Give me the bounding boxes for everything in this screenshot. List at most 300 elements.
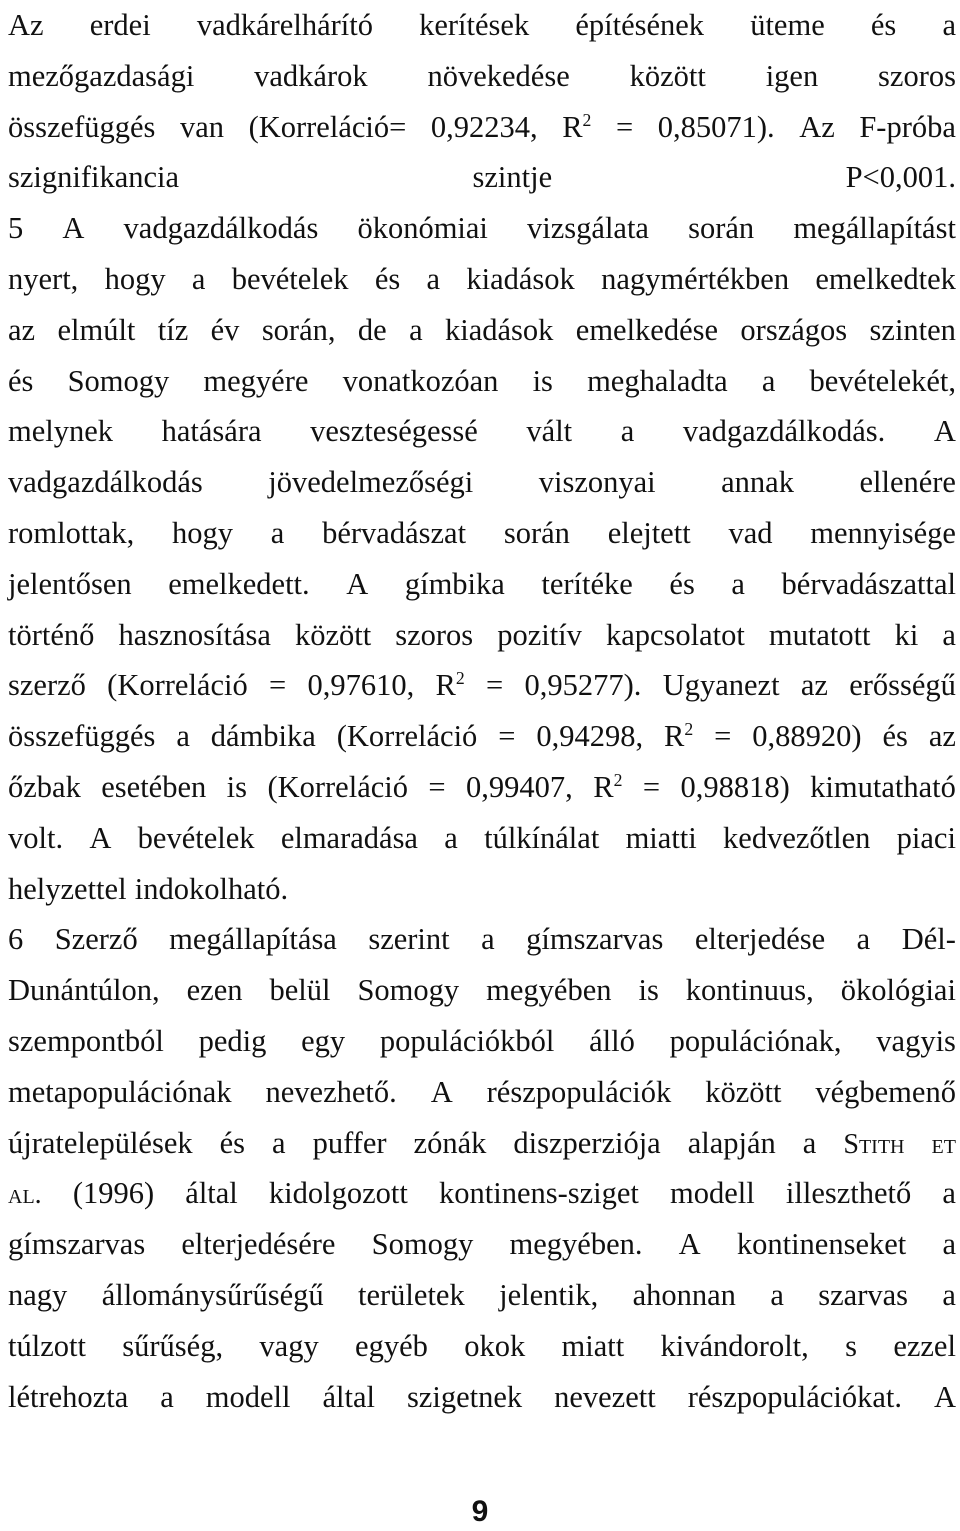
word xyxy=(105,254,166,305)
word xyxy=(902,914,956,965)
word xyxy=(481,914,495,965)
document-body xyxy=(8,0,956,1422)
word xyxy=(8,1219,145,1270)
word xyxy=(688,203,754,254)
word-text: okok xyxy=(464,1328,526,1363)
text-line xyxy=(8,457,956,508)
word-text: szigetnek xyxy=(406,1379,523,1414)
word-text: szoros xyxy=(395,617,474,652)
word xyxy=(541,559,632,610)
word-text: vad xyxy=(728,515,773,550)
word-text: 0,97610, xyxy=(307,668,415,703)
text-line xyxy=(8,406,956,457)
word xyxy=(931,1118,955,1169)
word-text: üteme xyxy=(750,8,825,42)
word xyxy=(8,864,127,915)
word xyxy=(8,1016,164,1067)
word-text: ezen xyxy=(186,973,243,1008)
word xyxy=(487,1067,672,1118)
word xyxy=(211,711,316,762)
word xyxy=(172,508,233,559)
word-text: által xyxy=(185,1176,238,1211)
word xyxy=(621,406,635,457)
word xyxy=(281,813,418,864)
word-text: az xyxy=(800,668,828,703)
word-text: A xyxy=(933,1379,956,1414)
word-text: létrehozta xyxy=(8,1379,129,1414)
word-text: a xyxy=(272,1125,286,1160)
word xyxy=(197,0,373,51)
word xyxy=(770,1270,784,1321)
word xyxy=(169,914,337,965)
word-text: is xyxy=(638,973,659,1008)
word xyxy=(176,711,190,762)
word-text: A xyxy=(678,1227,701,1262)
word-text: pedig xyxy=(198,1023,267,1058)
word xyxy=(750,0,825,51)
word xyxy=(199,1016,267,1067)
word xyxy=(272,1118,286,1169)
word xyxy=(876,1016,956,1067)
word-text: az xyxy=(8,312,36,347)
word-text: Az xyxy=(8,8,44,42)
word-text: kivándorolt, xyxy=(660,1328,809,1363)
word xyxy=(859,102,956,153)
word-text: ki xyxy=(894,617,919,652)
word xyxy=(301,1016,345,1067)
word xyxy=(101,762,206,813)
word-text: a xyxy=(761,363,776,398)
word xyxy=(395,610,473,661)
word-text: történő xyxy=(8,617,95,652)
small-caps-text: al. xyxy=(8,1179,42,1211)
word-text: kapcsolatot xyxy=(605,617,745,652)
word-text: a xyxy=(942,617,956,652)
word xyxy=(942,0,956,51)
word-text: Dunántúlon, xyxy=(8,973,160,1008)
word xyxy=(562,1321,625,1372)
word-text: = xyxy=(714,719,732,754)
superscript: 2 xyxy=(684,719,694,740)
word-text: 0,88920) xyxy=(752,719,862,754)
word-text: nagymértékben xyxy=(601,261,790,296)
word-text: év xyxy=(210,312,240,347)
word-text: vadkárok xyxy=(254,58,368,93)
word xyxy=(633,1270,736,1321)
word xyxy=(608,508,691,559)
word-text: gímszarvas xyxy=(8,1227,146,1262)
superscript: 2 xyxy=(613,770,623,790)
word xyxy=(486,660,503,711)
word-text: Ugyanezt xyxy=(662,668,780,703)
word xyxy=(8,1270,67,1321)
word-text: megyében xyxy=(486,973,612,1008)
word xyxy=(859,457,956,508)
word-text: vált xyxy=(526,414,573,449)
word xyxy=(322,1372,375,1423)
small-caps-text: Stith xyxy=(843,1128,905,1160)
text-line xyxy=(8,914,956,965)
word-text: részpopulációkat. xyxy=(687,1379,902,1414)
word-text: szerint xyxy=(368,922,450,957)
word-text: tíz xyxy=(157,312,189,347)
word xyxy=(658,102,775,153)
word xyxy=(445,305,553,356)
word-text: vagy xyxy=(259,1328,319,1363)
word xyxy=(737,1219,906,1270)
word xyxy=(160,1372,174,1423)
word xyxy=(593,762,622,813)
word xyxy=(372,1219,474,1270)
word-text: között xyxy=(294,617,372,652)
word-text: 0,95277). xyxy=(524,668,642,703)
word xyxy=(8,1168,42,1219)
word-text: megállapítása xyxy=(169,922,337,957)
word-text: veszteségessé xyxy=(310,414,478,449)
word-text: elejtett xyxy=(607,515,691,550)
word xyxy=(431,102,538,153)
word-text: Somogy xyxy=(357,973,460,1008)
word xyxy=(227,762,247,813)
word xyxy=(473,152,553,203)
word-text: kontinenseket xyxy=(736,1227,907,1262)
word-text: bevételek xyxy=(137,820,255,855)
word xyxy=(62,203,84,254)
word xyxy=(8,813,63,864)
word xyxy=(254,51,367,102)
word xyxy=(162,406,262,457)
word-text: diszperziója xyxy=(513,1125,661,1160)
word xyxy=(893,1321,956,1372)
word xyxy=(8,406,113,457)
word-text: emelkedése xyxy=(575,312,719,347)
word-text: puffer xyxy=(312,1125,387,1160)
word xyxy=(358,305,387,356)
word-text: igen xyxy=(765,58,819,93)
word xyxy=(714,711,731,762)
word-text: jelentősen xyxy=(8,566,132,601)
word xyxy=(799,102,835,153)
word-text: szoros xyxy=(878,58,956,93)
word-text: elterjedésére xyxy=(181,1227,336,1262)
word-text: között xyxy=(705,1074,782,1109)
word-text: és xyxy=(669,566,695,601)
word xyxy=(810,356,956,407)
word-text: zónák xyxy=(413,1125,487,1160)
word xyxy=(606,610,745,661)
word xyxy=(308,660,415,711)
word-text: hasznosítása xyxy=(118,617,271,652)
word xyxy=(439,1168,639,1219)
word xyxy=(8,1372,128,1423)
word-text: egyéb xyxy=(355,1328,428,1363)
word-text: országos xyxy=(740,312,848,347)
word xyxy=(8,0,44,51)
word xyxy=(679,1219,701,1270)
word-text: = xyxy=(269,668,287,703)
word xyxy=(630,51,706,102)
word-text: szerző xyxy=(8,668,86,703)
word xyxy=(168,559,309,610)
text-line xyxy=(8,102,956,153)
word xyxy=(526,406,572,457)
word xyxy=(499,1270,598,1321)
word-text: és xyxy=(219,1125,246,1160)
word-text: 0,98818) xyxy=(680,769,790,804)
word-text: szignifikancia xyxy=(8,160,180,195)
word xyxy=(295,610,371,661)
word-text: megyében. xyxy=(509,1227,643,1262)
word xyxy=(55,914,138,965)
word xyxy=(90,0,151,51)
word-text: kimutatható xyxy=(810,769,956,804)
word-text: újratelepülések xyxy=(8,1125,193,1160)
word xyxy=(849,660,956,711)
word xyxy=(643,762,660,813)
word xyxy=(466,254,574,305)
word xyxy=(752,711,861,762)
word xyxy=(766,51,819,102)
word xyxy=(683,406,885,457)
word-text: 5 xyxy=(8,211,24,246)
word-text: romlottak, xyxy=(8,515,135,550)
word-text: erősségű xyxy=(849,668,956,703)
word-text: emelkedtek xyxy=(815,261,956,296)
word-text: végbemenő xyxy=(815,1074,956,1109)
text-line xyxy=(8,813,956,864)
word-text: A xyxy=(89,820,112,855)
word-text: kontinens-sziget xyxy=(439,1176,639,1211)
word xyxy=(73,1168,154,1219)
word xyxy=(661,1321,809,1372)
word xyxy=(407,1372,522,1423)
word xyxy=(857,914,871,965)
text-line xyxy=(8,711,956,762)
word-text: a xyxy=(270,515,285,550)
word-text: annak xyxy=(721,465,794,500)
word-text: is xyxy=(226,769,248,804)
word xyxy=(375,254,400,305)
word-text: a xyxy=(176,719,190,754)
word-text: az xyxy=(928,719,956,754)
text-line xyxy=(8,51,956,102)
word xyxy=(380,1016,555,1067)
word xyxy=(929,711,956,762)
word-text: vizsgálata xyxy=(527,211,649,246)
word xyxy=(357,203,487,254)
word xyxy=(409,305,423,356)
word-text: vadgazdálkodás xyxy=(8,465,203,500)
word xyxy=(533,356,553,407)
word-text: jelentik, xyxy=(499,1277,599,1312)
word xyxy=(527,203,649,254)
word-text: álló xyxy=(589,1023,635,1058)
word-text: kidolgozott xyxy=(268,1176,408,1211)
word xyxy=(8,762,81,813)
word-text: volt. xyxy=(8,820,64,855)
word-text: R xyxy=(593,769,614,804)
word-text: (Korreláció= xyxy=(248,109,407,144)
word-text: a xyxy=(160,1379,174,1414)
word-text: során xyxy=(688,211,755,246)
word xyxy=(843,1118,904,1169)
word-text: 0,94298, xyxy=(536,719,644,754)
word-text: gímbika xyxy=(404,566,505,601)
word xyxy=(895,610,919,661)
word-text: dámbika xyxy=(210,719,316,754)
word-text: P<0,001. xyxy=(845,160,956,195)
word-text: A xyxy=(933,414,956,449)
word xyxy=(268,457,473,508)
text-line xyxy=(8,1168,956,1219)
word xyxy=(740,305,847,356)
word-text: bevételek xyxy=(231,261,349,296)
word-text: és xyxy=(8,363,34,398)
text-line xyxy=(8,0,956,51)
word xyxy=(562,102,591,153)
text-line xyxy=(8,559,956,610)
word xyxy=(638,965,658,1016)
text-line xyxy=(8,1067,956,1118)
word xyxy=(841,965,956,1016)
word xyxy=(539,457,656,508)
word-text: erdei xyxy=(89,8,151,42)
word-text: gímszarvas xyxy=(526,922,664,957)
word-text: alapján xyxy=(687,1125,776,1160)
word xyxy=(782,559,956,610)
word-text: 6 xyxy=(8,922,24,957)
word xyxy=(670,1016,842,1067)
word-text: és xyxy=(374,261,401,296)
word-text: A xyxy=(62,211,85,246)
word xyxy=(695,914,825,965)
word xyxy=(107,660,248,711)
word-text: 0,85071). xyxy=(657,109,775,144)
word-text: a xyxy=(942,8,956,42)
word xyxy=(355,1321,428,1372)
word-text: hogy xyxy=(172,515,233,550)
word xyxy=(8,711,155,762)
word-text: A xyxy=(430,1074,453,1109)
word xyxy=(8,1321,86,1372)
word xyxy=(269,660,286,711)
word-text: populációnak, xyxy=(669,1023,842,1058)
small-caps-text: et xyxy=(931,1128,956,1160)
word-text: viszonyai xyxy=(538,465,656,500)
word xyxy=(686,965,814,1016)
word xyxy=(8,610,94,661)
word xyxy=(8,152,179,203)
word xyxy=(135,864,288,915)
word xyxy=(220,1118,245,1169)
word xyxy=(616,102,633,153)
word xyxy=(8,203,23,254)
word-text: építésének xyxy=(575,8,705,42)
word xyxy=(934,1372,956,1423)
word xyxy=(942,610,956,661)
text-line xyxy=(8,1219,956,1270)
word-text: között xyxy=(629,58,706,93)
word xyxy=(942,1219,956,1270)
text-line xyxy=(8,965,956,1016)
word xyxy=(444,813,458,864)
word xyxy=(124,203,319,254)
word xyxy=(486,965,611,1016)
word xyxy=(484,813,599,864)
word xyxy=(427,254,441,305)
word-text: miatti xyxy=(625,820,697,855)
text-line xyxy=(8,152,956,203)
word xyxy=(185,1168,238,1219)
word-text: sűrűség, xyxy=(122,1328,224,1363)
word xyxy=(68,356,170,407)
word xyxy=(731,559,745,610)
word xyxy=(934,406,956,457)
word-text: = xyxy=(428,769,446,804)
word-text: területek xyxy=(358,1277,465,1312)
word xyxy=(8,305,35,356)
word-text: szempontból xyxy=(8,1023,164,1058)
word-text: bérvadászat xyxy=(322,515,467,550)
word xyxy=(688,1118,776,1169)
text-line xyxy=(8,1118,956,1169)
word-text: metapopulációnak xyxy=(8,1074,232,1109)
text-line xyxy=(8,305,956,356)
word-text: vagyis xyxy=(876,1023,956,1058)
word xyxy=(728,508,772,559)
word xyxy=(8,559,132,610)
word-text: egy xyxy=(301,1023,346,1058)
word xyxy=(803,1118,817,1169)
word-text: szinten xyxy=(869,312,956,347)
word xyxy=(180,102,224,153)
word xyxy=(723,813,870,864)
word-text: (1996) xyxy=(72,1176,155,1211)
word xyxy=(436,660,465,711)
word xyxy=(815,1067,956,1118)
word xyxy=(769,610,871,661)
word xyxy=(337,711,478,762)
word xyxy=(670,1168,755,1219)
word-text: modell xyxy=(205,1379,291,1414)
text-line xyxy=(8,864,956,915)
word xyxy=(664,711,693,762)
word xyxy=(497,610,582,661)
word xyxy=(721,457,794,508)
word xyxy=(669,559,694,610)
word-text: miatt xyxy=(561,1328,625,1363)
word xyxy=(158,305,189,356)
word xyxy=(343,356,499,407)
word-text: a xyxy=(731,566,745,601)
word xyxy=(705,1067,781,1118)
word-text: ökológiai xyxy=(840,973,956,1008)
word-text: a xyxy=(426,261,441,296)
text-line xyxy=(8,254,956,305)
word-text: hatására xyxy=(161,414,262,449)
word xyxy=(8,254,78,305)
word-text: pozitív xyxy=(497,617,582,652)
word-text: ahonnan xyxy=(632,1277,736,1312)
word xyxy=(358,1270,465,1321)
word-text: őzbak xyxy=(8,769,81,804)
word xyxy=(322,508,466,559)
word-text: túlzott xyxy=(8,1328,86,1363)
text-line xyxy=(8,1372,956,1423)
word xyxy=(575,0,704,51)
word-text: nagy xyxy=(8,1277,68,1312)
word xyxy=(181,1219,335,1270)
